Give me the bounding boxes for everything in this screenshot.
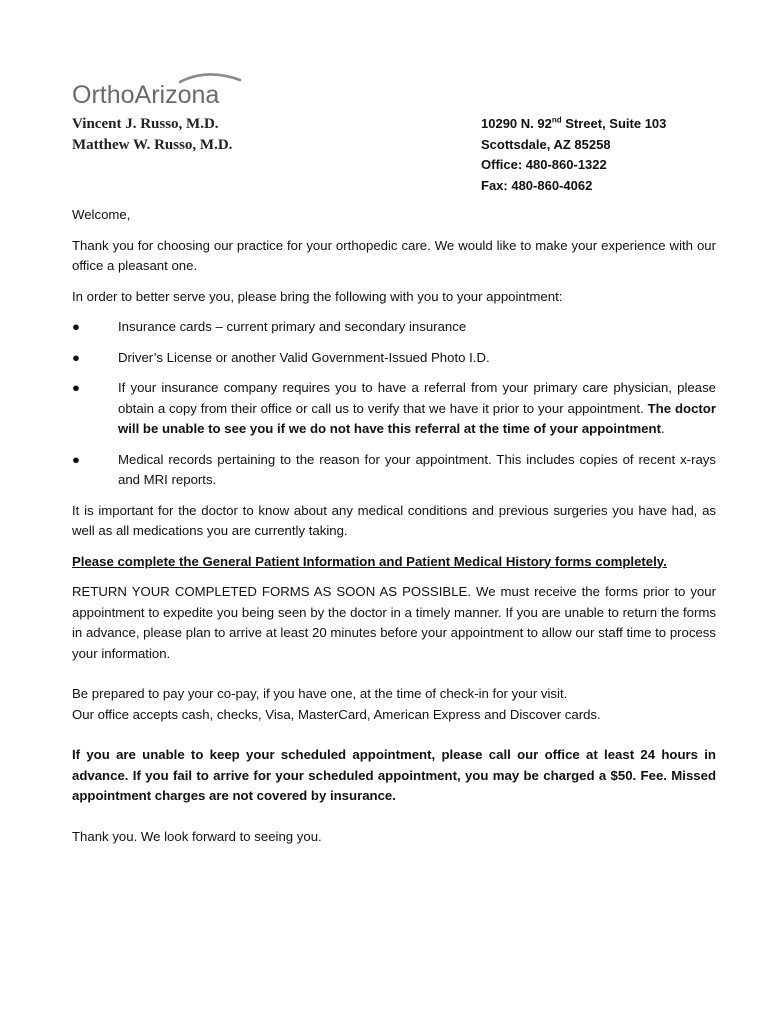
bring-list (72, 317, 716, 491)
bullet-icon: ● (72, 380, 80, 395)
list-item-records: ● Medical records pertaining to the reason for your appointment. This includes copies of recent x-rays and MRI reports. (72, 451, 716, 487)
fax-number: Fax: 480-860-4062 (481, 177, 593, 193)
payment-methods-line: Our office accepts cash, checks, Visa, MasterCard, American Express and Discover cards. (72, 706, 601, 722)
forms-notice: Please complete the General Patient Information and Patient Medical History forms completely. (72, 553, 667, 569)
closing-line: Thank you. We look forward to seeing you. (72, 828, 322, 844)
address-city: Scottsdale, AZ 85258 (481, 136, 611, 152)
office-phone: Office: 480-860-1322 (481, 157, 607, 172)
greeting: Welcome, (72, 207, 131, 222)
logo-mark (72, 70, 262, 110)
letter-body (72, 205, 716, 847)
list-item-insurance: ● Insurance cards – current primary and secondary insurance (72, 317, 716, 338)
referral-warning: The doctor will be unable to see you if we do not have this referral at the time of your appointment (118, 400, 716, 436)
logo-text: OrthoArizona (72, 81, 220, 109)
doctor-name-vincent: Vincent J. Russo, M.D. (72, 116, 219, 132)
bring-intro: In order to better serve you, please bring the following with you to your appointment: (72, 288, 563, 304)
address-street: 10290 N. 92nd Street, Suite 103 (481, 115, 667, 131)
intro-paragraph: Thank you for choosing our practice for your orthopedic care. We would like to make your experience with our office a pleasant one. (72, 237, 716, 273)
bullet-icon: ● (72, 319, 80, 334)
conditions-paragraph: It is important for the doctor to know about any medical conditions and previous surgeries you have had, as well as all medications you are currently taking. (72, 502, 716, 538)
list-item-referral: ● If your insurance company requires you to have a referral from your primary care physician, please obtain a copy from their office or call us to verify that we have it prior to your appointment. The doctor will be unable to see you if we do not have this referral at the time of your appointment. (72, 380, 716, 436)
doctor-name-matthew: Matthew W. Russo, M.D. (72, 137, 233, 153)
office-address (481, 114, 666, 196)
cancellation-policy: If you are unable to keep your scheduled appointment, please call our office at least 24 hours in advance. If you fail to arrive for your scheduled appointment, you may be charged a $50. Fee. Missed appointment charges are not covered by insurance. (72, 747, 716, 803)
copay-line: Be prepared to pay your co-pay, if you have one, at the time of check-in for your visit. (72, 686, 568, 701)
list-item-license: ● Driver’s License or another Valid Government-Issued Photo I.D. (72, 348, 716, 369)
orthoarizona-logo (72, 70, 262, 110)
bullet-icon: ● (72, 451, 80, 467)
return-forms-paragraph: RETURN YOUR COMPLETED FORMS AS SOON AS POSSIBLE. We must receive the forms prior to your appointment to expedite you being seen by the doctor in a timely manner. If you are unable to return the forms in advance, please plan to arrive at least 20 minutes before your appointment to allow our staff time to process your information. (72, 584, 716, 661)
doctor-names (72, 114, 232, 156)
bullet-icon: ● (72, 349, 80, 365)
